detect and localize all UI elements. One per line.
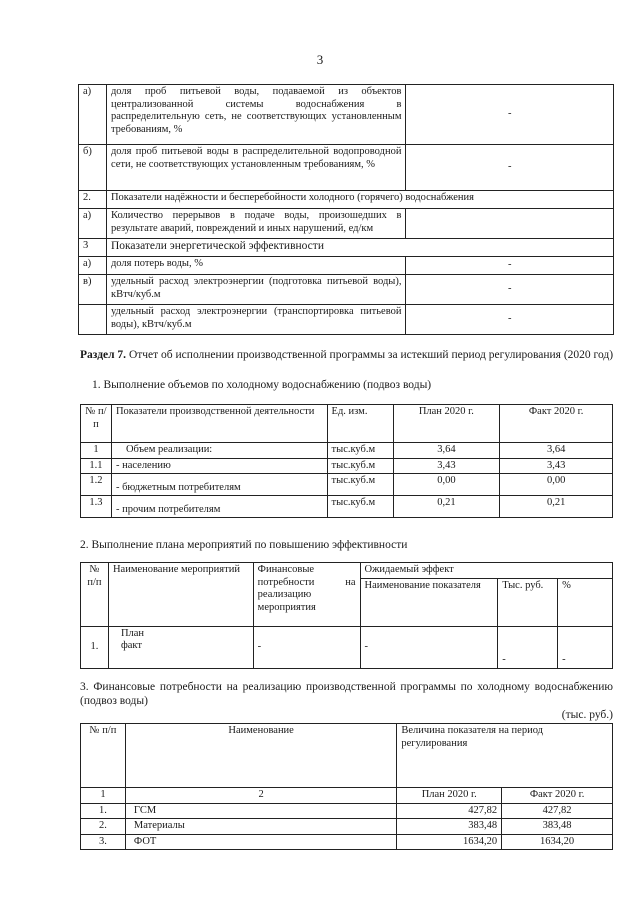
fact-value: 0,00 xyxy=(500,474,613,496)
row-number: а) xyxy=(79,209,107,239)
col-header-thousand-rub: Тыс. руб. xyxy=(498,578,558,626)
table-header-row xyxy=(81,724,613,788)
table-row xyxy=(81,443,613,459)
indicator-name: - населению xyxy=(111,458,327,474)
indicator-text: доля проб питьевой воды в распределительной водопроводной сети, не соответствующих установленным требованиям, % xyxy=(106,145,406,191)
fact-value: 3,64 xyxy=(500,443,613,459)
fact-value: 383,48 xyxy=(502,819,613,835)
table-row xyxy=(79,257,614,275)
row-number: 1.3 xyxy=(81,496,112,518)
indicator-text: удельный расход электроэнергии (подготовка питьевой воды), кВтч/куб.м xyxy=(106,275,406,305)
indicators-table xyxy=(78,84,614,335)
item-name: ГСМ xyxy=(125,803,396,819)
table-header-row xyxy=(81,788,613,804)
col-header-percent: % xyxy=(558,578,613,626)
table-row xyxy=(79,305,614,335)
indicator-name: Объем реализации: xyxy=(111,443,327,459)
table-header-row xyxy=(81,563,613,579)
col-header-measure: Наименование мероприятий xyxy=(108,563,253,627)
plan-value: 1634,20 xyxy=(397,834,502,850)
volumes-table xyxy=(80,404,613,518)
col-header-value: Величина показателя на период регулирования xyxy=(397,724,613,788)
table-row xyxy=(81,458,613,474)
fact-value: 3,43 xyxy=(500,458,613,474)
row-number: а) xyxy=(79,257,107,275)
thousand-rub-value: - xyxy=(498,626,558,668)
row-number: 1. xyxy=(81,626,109,668)
page-number: 3 xyxy=(316,52,324,67)
plan-fact-cell xyxy=(108,626,253,668)
col-header-unit: Ед. изм. xyxy=(327,405,393,443)
indicator-text: удельный расход электроэнергии (транспортировка питьевой воды), кВтч/куб.м xyxy=(106,305,406,335)
col-header-indicator: Показатели производственной деятельности xyxy=(111,405,327,443)
fact-value: 427,82 xyxy=(502,803,613,819)
unit: тыс.куб.м xyxy=(327,474,393,496)
table-row xyxy=(81,834,613,850)
indicator-value: - xyxy=(406,257,614,275)
col-header-number: № п/п xyxy=(81,563,109,627)
plan-value: 0,00 xyxy=(393,474,500,496)
item-name: Материалы xyxy=(125,819,396,835)
indicator-name: - бюджетным потребителям xyxy=(111,474,327,496)
indicator-value: - xyxy=(406,145,614,191)
row-number: 1.2 xyxy=(81,474,112,496)
financial-value: - xyxy=(253,626,360,668)
fact-label: факт xyxy=(120,640,142,651)
fact-value: 0,21 xyxy=(500,496,613,518)
row-number: 1 xyxy=(81,443,112,459)
unit: тыс.куб.м xyxy=(327,496,393,518)
effect-name-value: - xyxy=(360,626,498,668)
table-header-row xyxy=(81,405,613,443)
section-7-text: Отчет об исполнении производственной программы за истекший период регулирования (2020 год) xyxy=(126,349,614,361)
row-number: 2. xyxy=(81,819,126,835)
row-number: б) xyxy=(79,145,107,191)
row-number xyxy=(79,305,107,335)
section-header: Показатели надёжности и бесперебойности холодного (горячего) водоснабжения xyxy=(106,191,613,209)
col-header-number: № п/п xyxy=(81,724,126,788)
table-row xyxy=(79,85,614,145)
row-number: 1.1 xyxy=(81,458,112,474)
indicator-text: доля потерь воды, % xyxy=(106,257,406,275)
col-header-number: № п/п xyxy=(81,405,112,443)
row-number: 3. xyxy=(81,834,126,850)
table-row xyxy=(79,239,614,257)
row-number: а) xyxy=(79,85,107,145)
col-header-fact: Факт 2020 г. xyxy=(500,405,613,443)
indicator-value: - xyxy=(406,305,614,335)
table-row xyxy=(81,803,613,819)
unit: тыс.куб.м xyxy=(327,443,393,459)
subsection-1-title: 1. Выполнение объемов по холодному водоснабжению (подвоз воды) xyxy=(92,379,432,391)
indicator-text: доля проб питьевой воды, подаваемой из объектов централизованной системы водоснабжения в распределительную сеть, не соответствующих установленным требованиям, % xyxy=(106,85,406,145)
indicator-value xyxy=(406,209,614,239)
col-header-fact: Факт 2020 г. xyxy=(502,788,613,804)
plan-value: 427,82 xyxy=(397,803,502,819)
indicator-name: - прочим потребителям xyxy=(111,496,327,518)
table-row xyxy=(81,626,613,668)
table-row xyxy=(81,819,613,835)
section-7-title xyxy=(80,348,615,362)
row-number: 1. xyxy=(81,803,126,819)
col-header-plan: План 2020 г. xyxy=(397,788,502,804)
col-header-effect-name: Наименование показателя xyxy=(360,578,498,626)
col-index-1: 1 xyxy=(81,788,126,804)
col-index-2: 2 xyxy=(125,788,396,804)
indicator-text: Количество перерывов в подаче воды, произошедших в результате аварий, повреждений и иных нарушений, ед/км xyxy=(106,209,406,239)
table-row xyxy=(79,145,614,191)
plan-value: 383,48 xyxy=(397,819,502,835)
table-row xyxy=(81,496,613,518)
indicator-value: - xyxy=(406,85,614,145)
item-name: ФОТ xyxy=(125,834,396,850)
row-number: 3 xyxy=(79,239,107,257)
units-note: (тыс. руб.) xyxy=(561,709,613,721)
indicator-value: - xyxy=(406,275,614,305)
plan-value: 3,43 xyxy=(393,458,500,474)
fact-value: 1634,20 xyxy=(502,834,613,850)
col-header-effect: Ожидаемый эффект xyxy=(360,563,613,579)
plan-label: План xyxy=(120,627,145,639)
section-header: Показатели энергетической эффективности xyxy=(106,239,613,257)
percent-value: - xyxy=(558,626,613,668)
table-row xyxy=(79,191,614,209)
subsection-2-title: 2. Выполнение плана мероприятий по повышению эффективности xyxy=(80,539,408,551)
col-header-plan: План 2020 г. xyxy=(393,405,500,443)
table-row xyxy=(79,209,614,239)
table-row xyxy=(81,474,613,496)
unit: тыс.куб.м xyxy=(327,458,393,474)
col-header-name: Наименование xyxy=(125,724,396,788)
measures-table xyxy=(80,562,613,669)
col-header-financial: Финансовые потребности на реализацию мероприятия xyxy=(253,563,360,627)
subsection-3-title: 3. Финансовые потребности на реализацию производственной программы по холодному водоснабжению (подвоз воды) xyxy=(80,681,613,707)
plan-value: 3,64 xyxy=(393,443,500,459)
financial-needs-table xyxy=(80,723,613,850)
row-number: в) xyxy=(79,275,107,305)
row-number: 2. xyxy=(79,191,107,209)
section-7-label: Раздел 7. xyxy=(80,349,127,361)
table-row xyxy=(79,275,614,305)
plan-value: 0,21 xyxy=(393,496,500,518)
